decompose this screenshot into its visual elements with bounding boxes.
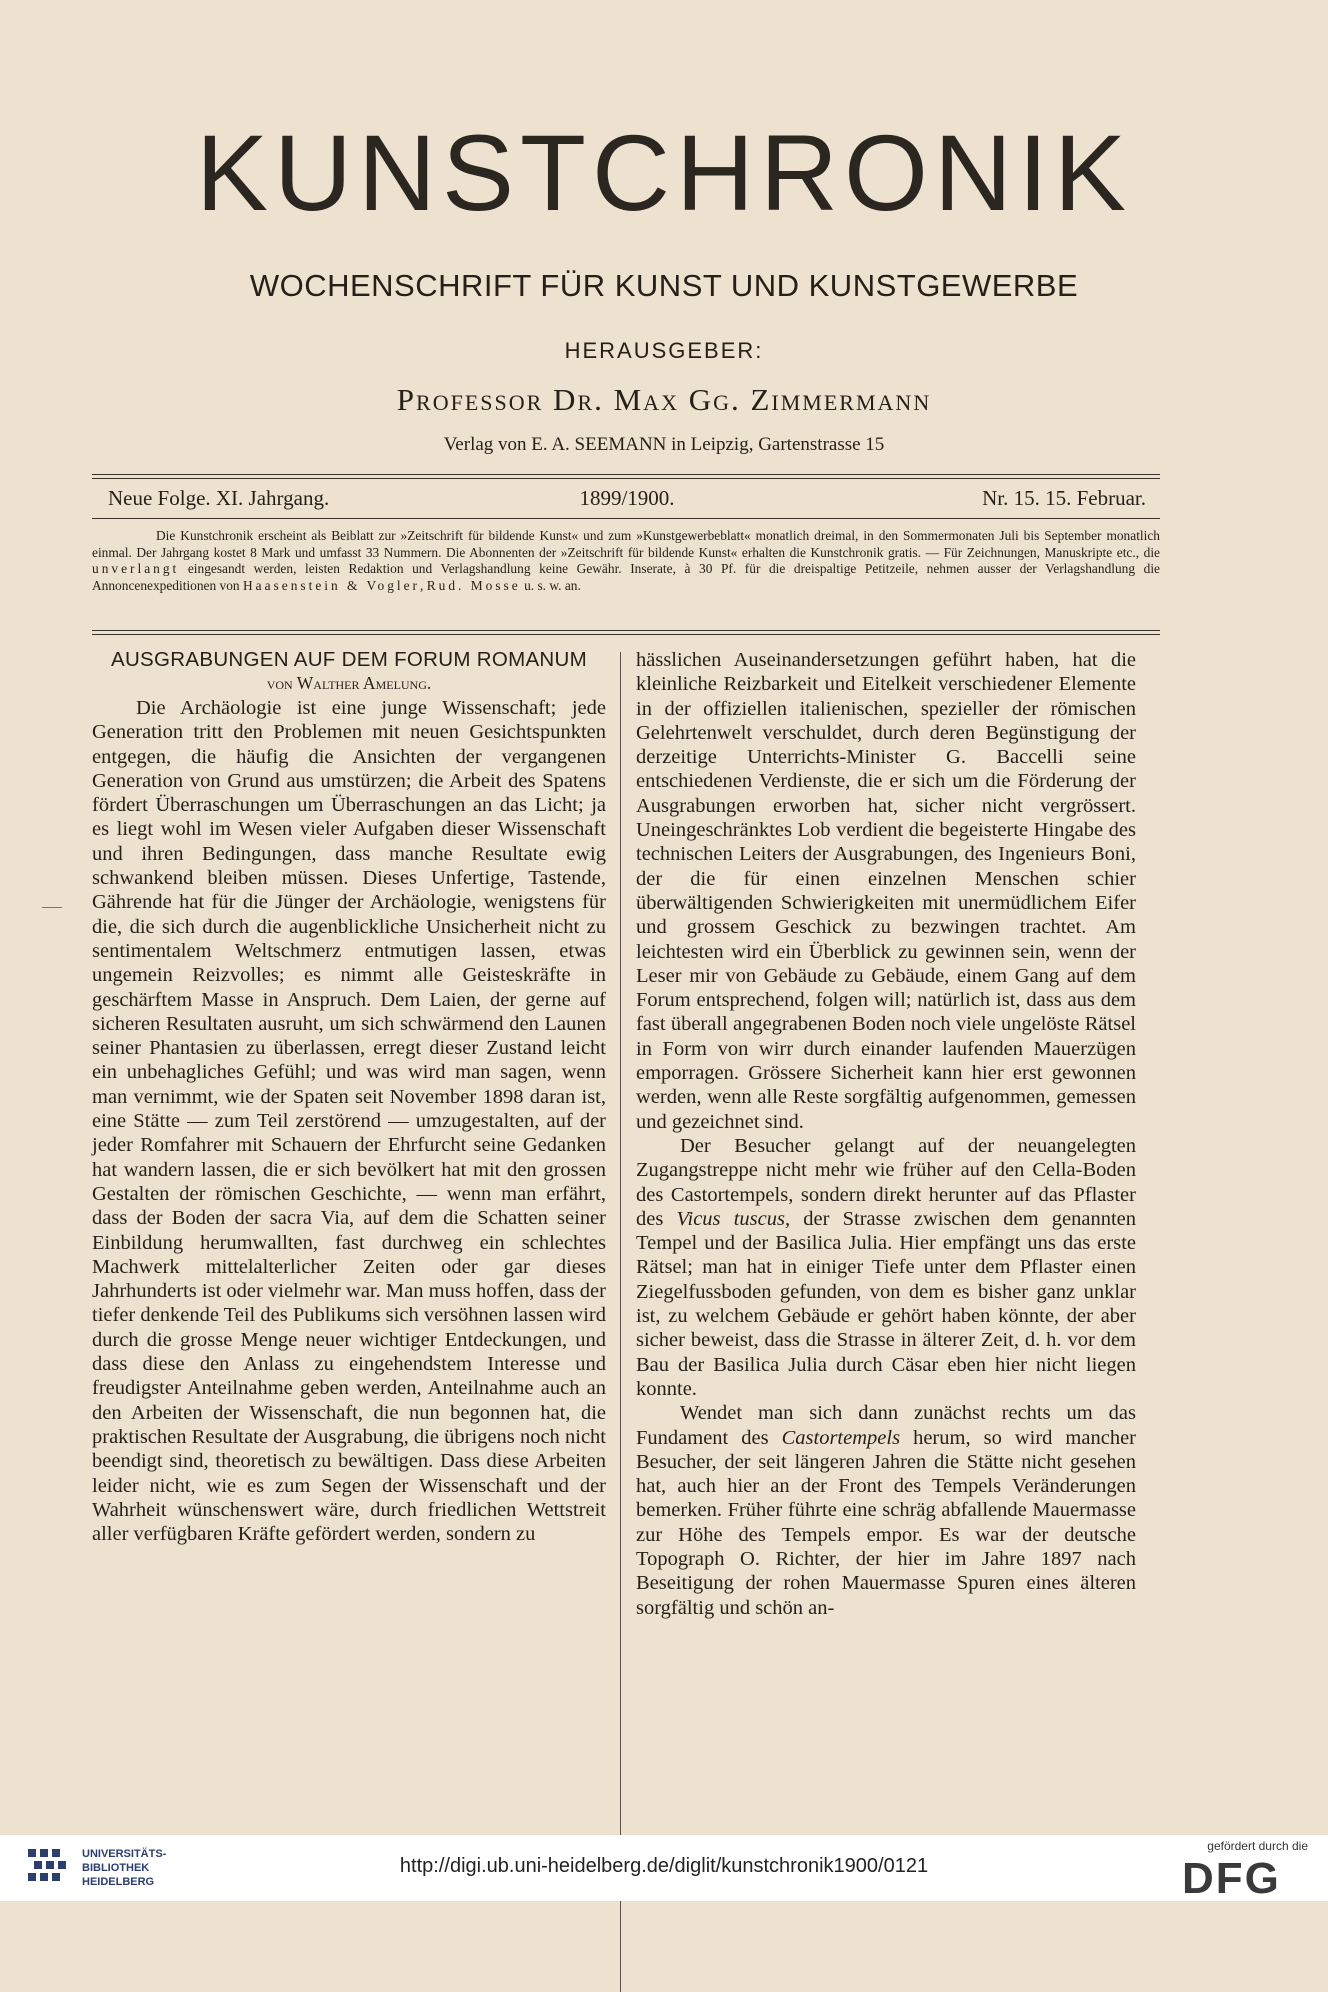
rule-mid	[92, 518, 1160, 519]
issue-line	[108, 483, 1146, 513]
notice-text-end: u. s. w. an.	[520, 577, 581, 593]
dfg-logo-icon	[1182, 1857, 1306, 1897]
paragraph: Die Archäologie ist eine junge Wissenschaft; jede Generation tritt den Problemen mit neuen Gesichtspunkten entgegen, die häufig die Ansichten der vergangenen Generation von Grund aus umstürzen; die Arbeit des Spatens fördert Überraschungen um Überraschungen an das Licht; ja es liegt wohl im Wesen vieler Aufgaben dieser Wissenschaft und ihren Bedingungen, dass manche Resultate ewig schwankend bleiben müssen. Dieses Unfertige, Tastende, Gährende hat für die Jünger der Archäologie, wenigstens für die, die sich durch die augenblickliche Unsicherheit nicht zu sentimentalem Weltschmerz entmutigen lassen, etwas ungemein Reizvolles; es nimmt alle Geisteskräfte in geschärftem Masse in Anspruch. Dem Laien, der gerne auf sicheren Resultaten ausruht, um sich schwärmend den Launen seiner Phantasien zu überlassen, erregt dieser Zustand leicht ein unbehagliches Gefühl; und was wird man sagen, wenn man vernimmt, wie der Spaten seit November 1898 daran ist, eine Stätte — zum Teil zerstörend — umzugestalten, auf der jeder Romfahrer mit Schauern der Ehrfurcht seine Gedanken hat wandern lassen, die er sich bevölkert hat mit den grossen Gestalten der römischen Geschichte, — wenn man erfährt, dass der Boden der sacra Via, auf dem die Schatten seiner Einbildung herumwallten, fast durchweg ein schlechtes Machwerk mittelalterlicher Zeiten oder gar dieses Jahrhunderts ist oder vielmehr war. Man muss hoffen, dass der tiefer denkende Teil des Publikums sich versöhnen lassen wird durch die grosse Menge neuer wichtiger Entdeckungen, und dass diese den Anlass zu eingehendstem Interesse und freudigster Anteilnahme geben werden, Anteilnahme auch an den Arbeiten der Wissenschaft, die nun begonnen hat, die praktischen Resultate der Ausgrabung, die übrigens noch nicht beendigt sind, theoretisch zu bewältigen. Dass diese Arbeiten leider nicht, wie es zum Segen der Wissenschaft und der Wahrheit wünschenswert wäre, durch friedlichen Wettstreit aller verfügbaren Kräfte gefördert werden, sondern zu	[92, 697, 606, 1546]
library-name-line: BIBLIOTHEK	[82, 1862, 150, 1874]
subscription-notice	[92, 528, 1160, 594]
paragraph-text: herum, so wird mancher Besucher, der seit längeren Jahren die Stätte nicht gesehen hat, auch hier an der Front des Tempels Veränderungen bemerken. Früher führte eine schräg abfallende Mauermasse zur Höhe des Tempels empor. Es war der deutsche Topograph O. Richter, der hier im Jahre 1897 nach Beseitigung der rohen Mauermasse Spuren eines älteren sorgfältig und schön an-	[636, 1426, 1136, 1619]
notice-text-2: eingesandt werden, leisten Redaktion und Verlagshandlung keine Gewähr. Inserate, à 30 Pf. für die dreispaltige Petitzeile, nehmen ausser der Verlagshandlung die Annoncenexpeditionen von	[92, 561, 1160, 593]
paragraph-text: Der Besucher gelangt auf der neuangelegten Zugangstreppe nicht mehr wie früher auf den Cella-Boden des Castortempels, sondern direkt herunter auf das Pflaster des	[636, 1134, 1136, 1230]
paragraph	[636, 1401, 1136, 1620]
notice-separator: ,	[420, 577, 427, 593]
notice-text-1: Die Kunstchronik erscheint als Beiblatt zur »Zeitschrift für bildende Kunst« und zum »Kunstgewerbeblatt« monatlich dreimal, in den Sommermonaten Juli bis September monatlich einmal. Der Jahrgang kostet 8 Mark und umfasst 33 Nummern. Die Abonnenten der »Zeitschrift für bildende Kunst« erhalten die Kunstchronik gratis. — Für Zeichnungen, Manuskripte etc., die	[92, 528, 1160, 560]
margin-mark	[42, 907, 62, 908]
notice-firm-1: Haasenstein & Vogler	[242, 577, 421, 593]
rule-top-1	[92, 474, 1160, 475]
library-name-line: HEIDELBERG	[82, 1876, 155, 1888]
column-right	[636, 648, 1136, 1620]
rule-bottom-1	[92, 630, 1160, 631]
dfg-logo-text: DFG	[1182, 1857, 1281, 1897]
herausgeber-label: HERAUSGEBER:	[564, 338, 764, 363]
library-name-line: UNIVERSITÄTS-	[82, 1848, 167, 1860]
editor-name: Professor Dr. Max Gg. Zimmermann	[396, 382, 932, 417]
paragraph-text: Wendet man sich dann zunächst rechts um das Fundament des	[636, 1402, 1136, 1449]
notice-unverlangt: unverlangt	[92, 561, 180, 576]
masthead-title: KUNSTCHRONIK	[195, 112, 1133, 233]
funding-label: gefördert durch die	[1207, 1839, 1308, 1853]
italic-term: Vicus tuscus,	[676, 1207, 791, 1230]
digitization-footer	[0, 1835, 1328, 1901]
publisher-line: Verlag von E. A. SEEMANN in Leipzig, Gartenstrasse 15	[443, 434, 885, 455]
issue-series: Neue Folge. XI. Jahrgang.	[108, 486, 330, 510]
paragraph: hässlichen Auseinandersetzungen geführt haben, hat die kleinliche Reizbarkeit und Eitelkeit verschiedener Elemente in der offiziellen italienischen, spezieller der römischen Gelehrtenwelt verschuldet, durch deren Begünstigung der derzeitige Unterrichts-Minister G. Baccelli seine entschiedenen Verdienste, die er sich um die Förderung der Ausgrabungen erworben hat, sicher nicht vergrössert. Uneingeschränktes Lob verdient die begeisterte Hingabe des technischen Leiters der Ausgrabungen, des Ingenieurs Boni, der die für einen einzelnen Menschen schier überwältigenden Schwierigkeiten mit unermüdlichem Eifer und grossem Geschick zu bezwingen trachtet. Am leichtesten wird ein Überblick zu gewinnen sein, wenn der Leser mir von Gebäude zu Gebäude, einem Gang auf dem Forum entsprechend, folgen will; natürlich ist, dass aus dem fast überall angegrabenen Boden noch viele ungelöste Rätsel in Form von wirr durch einander laufenden Mauerzügen emporragen. Grössere Sicherheit kann hier erst gewonnen werden, wenn alle Reste sorgfältig aufgenommen, gemessen und gezeichnet sind.	[636, 649, 1136, 1133]
source-url-link[interactable]: http://digi.ub.uni-heidelberg.de/diglit/kunstchronik1900/0121	[399, 1855, 929, 1877]
article-author: von Walther Amelung.	[266, 673, 432, 693]
issue-year: 1899/1900.	[579, 486, 675, 510]
masthead-subtitle: WOCHENSCHRIFT FÜR KUNST UND KUNSTGEWERBE	[249, 268, 1079, 303]
rule-bottom-2	[92, 634, 1160, 635]
italic-term: Castortempels	[781, 1426, 901, 1449]
paragraph-text: der Strasse zwischen dem genannten Tempel und der Basilica Julia. Hier empfängt uns das erste Rätsel; man hat in einiger Tiefe unter dem Pflaster einen Ziegelfussboden gefunden, von dem es bisher ganz unklar ist, zu welchem Gebäude er gehört haben könnte, der aber sicher beweist, dass die Strasse in älterer Zeit, d. h. vor dem Bau der Basilica Julia durch Cäsar eben hier nicht liegen konnte.	[636, 1207, 1136, 1400]
paragraph	[636, 1134, 1136, 1401]
rule-top-2	[92, 478, 1160, 479]
notice-firm-2: Rud. Mosse	[426, 577, 521, 593]
column-left	[92, 648, 606, 1546]
issue-number-date: Nr. 15. 15. Februar.	[982, 486, 1146, 510]
article-title: AUSGRABUNGEN AUF DEM FORUM ROMANUM	[110, 648, 588, 671]
column-divider	[620, 652, 621, 1992]
